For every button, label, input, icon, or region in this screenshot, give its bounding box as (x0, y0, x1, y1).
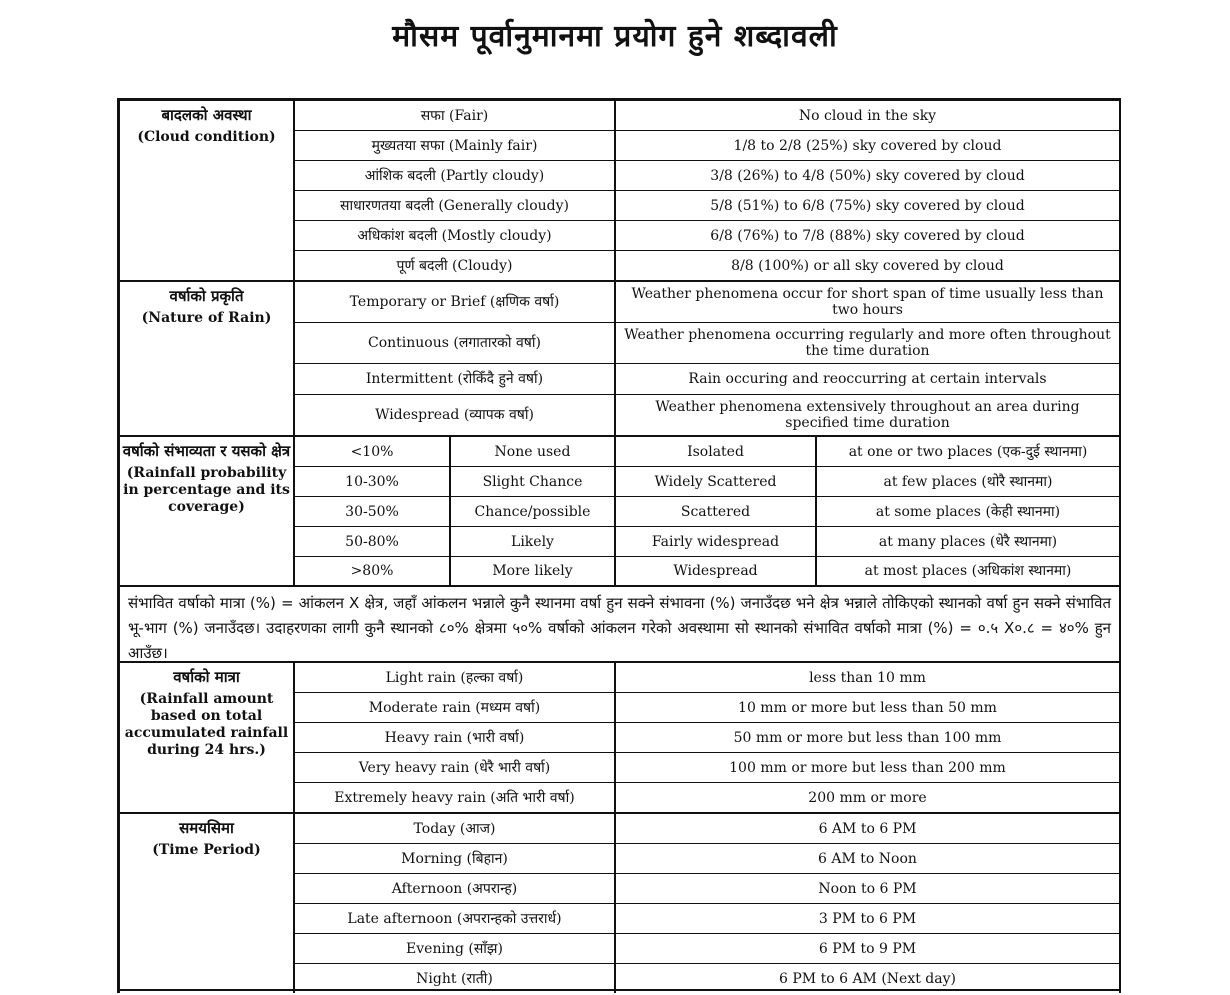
term-cell: Moderate rain (मध्यम वर्षा) (295, 693, 616, 722)
coverage-description-cell: at few places (थोरै स्थानमा) (883, 473, 1053, 490)
description-cell: less than 10 mm (809, 669, 926, 686)
description-cell: No cloud in the sky (798, 107, 937, 124)
table-row (295, 557, 1119, 585)
description-cell: 8/8 (100%) or all sky covered by cloud (731, 257, 1004, 274)
section-label-en: (Time Period) (152, 842, 261, 858)
section-label (120, 814, 295, 993)
term-cell: Morning (बिहान) (295, 844, 616, 873)
description-cell: Weather phenomena occur for short span of time usually less than two hours (631, 286, 1104, 318)
term-cell: Late afternoon (अपरान्हको उत्तरार्ध) (295, 904, 616, 933)
table-row (295, 467, 1119, 497)
coverage-description-cell: at one or two places (एक-दुई स्थानमा) (848, 443, 1088, 460)
description-cell: 6 AM to Noon (818, 850, 917, 867)
chance-cell: Chance/possible (451, 497, 616, 526)
term-cell: Today (आज) (295, 814, 616, 843)
coverage-description-cell: at some places (केही स्थानमा) (875, 503, 1061, 520)
coverage-cell: Widely Scattered (616, 467, 817, 496)
description-cell: Rain occuring and reoccurring at certain intervals (688, 371, 1047, 387)
term-cell: साधारणतया बदली (Generally cloudy) (295, 191, 616, 220)
section-label-np: वर्षाको मात्रा (173, 668, 240, 686)
page-title: मौसम पूर्वानुमानमा प्रयोग हुने शब्दावली (392, 19, 838, 54)
section-label (120, 437, 295, 585)
section-label-en: (Rainfall probability in percentage and its coverage) (123, 465, 290, 515)
coverage-cell: Fairly widespread (616, 527, 817, 556)
description-cell: 10 mm or more but less than 50 mm (738, 699, 997, 716)
term-cell: आंशिक बदली (Partly cloudy) (295, 161, 616, 190)
section-nature-of-rain (120, 282, 1121, 437)
section-label-np: समयसिमा (179, 819, 234, 837)
term-cell: पूर्ण बदली (Cloudy) (295, 251, 616, 280)
table-row (295, 191, 1119, 221)
percentage-cell: <10% (295, 437, 451, 466)
term-cell: Continuous (लगातारको वर्षा) (295, 323, 616, 363)
section-label (120, 101, 295, 280)
section-label (120, 663, 295, 812)
percentage-cell: 10-30% (295, 467, 451, 496)
table-row (295, 364, 1119, 395)
coverage-cell: Scattered (616, 497, 817, 526)
section-rainfall-amount (120, 663, 1121, 814)
description-cell: 3 PM to 6 PM (818, 910, 917, 927)
term-cell: अधिकांश बदली (Mostly cloudy) (295, 221, 616, 250)
description-cell: 50 mm or more but less than 100 mm (733, 729, 1002, 746)
chance-cell: None used (451, 437, 616, 466)
term-cell: Heavy rain (भारी वर्षा) (295, 723, 616, 752)
section-label (120, 282, 295, 435)
chance-cell: Slight Chance (451, 467, 616, 496)
table-row (295, 723, 1119, 753)
section-label-np: वर्षाको प्रकृति (169, 287, 244, 305)
description-cell: 3/8 (26%) to 4/8 (50%) sky covered by cloud (710, 167, 1025, 184)
term-cell: Night (राती) (295, 964, 616, 993)
section-label-np: वर्षाको संभाव्यता र यसको क्षेत्र (122, 442, 291, 460)
term-cell: Temporary or Brief (क्षणिक वर्षा) (295, 282, 616, 322)
section-cloud-condition (120, 101, 1121, 282)
section-time-period (120, 814, 1121, 993)
description-cell: Weather phenomena extensively throughout an area during specified time duration (655, 399, 1080, 431)
term-cell: Extremely heavy rain (अति भारी वर्षा) (295, 783, 616, 812)
table-row (295, 101, 1119, 131)
table-row (295, 131, 1119, 161)
term-cell: Afternoon (अपरान्ह) (295, 874, 616, 903)
section-label-en: (Rainfall amount based on total accumulated rainfall during 24 hrs.) (124, 691, 289, 758)
table-row (295, 221, 1119, 251)
description-cell: 1/8 to 2/8 (25%) sky covered by cloud (733, 137, 1002, 154)
coverage-cell: Isolated (616, 437, 817, 466)
coverage-cell: Widespread (616, 557, 817, 585)
table-row (295, 527, 1119, 557)
coverage-description-cell: at most places (अधिकांश स्थानमा) (864, 563, 1072, 579)
table-row (295, 497, 1119, 527)
section-rainfall-probability (120, 437, 1121, 587)
section-label-np: बादलको अवस्था (161, 106, 252, 124)
table-row (295, 663, 1119, 693)
description-cell: 6 AM to 6 PM (818, 820, 917, 837)
term-cell: मुख्यतया सफा (Mainly fair) (295, 131, 616, 160)
table-row (295, 753, 1119, 783)
table-row (295, 437, 1119, 467)
term-cell: Widespread (व्यापक वर्षा) (295, 395, 616, 435)
percentage-cell: >80% (295, 557, 451, 585)
table-row (295, 395, 1119, 435)
bottom-divider (117, 989, 1121, 991)
description-cell: 6 PM to 6 AM (Next day) (779, 970, 956, 987)
term-cell: सफा (Fair) (295, 101, 616, 130)
percentage-cell: 50-80% (295, 527, 451, 556)
chance-cell: Likely (451, 527, 616, 556)
table-row (295, 844, 1119, 874)
description-cell: 100 mm or more but less than 200 mm (729, 759, 1006, 776)
description-cell: Noon to 6 PM (818, 880, 917, 897)
description-cell: 5/8 (51%) to 6/8 (75%) sky covered by cloud (710, 197, 1025, 214)
probability-note: संभावित वर्षाको मात्रा (%) = आंकलन X क्षेत्र, जहाँ आंकलन भन्नाले कुनै स्थानमा वर्षा हुन सक्ने संभावना (%) जनाउँदछ भने क्षेत्र भन्नाले तोकिएको स्थानको वर्षा हुन सक्ने संभावित भू-भाग (%) जनाउँदछ। उदाहरणका लागी कुनै स्थानको ८०% क्षेत्रमा ५०% वर्षाको आंकलन गरेको अवस्थामा सो स्थानको संभावित वर्षाको मात्रा (%) = ०.५ X०.८ = ४०% हुन आउँछ। (120, 587, 1121, 663)
description-cell: 6 PM to 9 PM (818, 940, 917, 957)
section-label-en: (Cloud condition) (137, 129, 276, 145)
description-cell: 6/8 (76%) to 7/8 (88%) sky covered by cloud (710, 227, 1025, 244)
table-row (295, 783, 1119, 812)
description-cell: Weather phenomena occurring regularly and more often throughout the time duration (624, 327, 1111, 359)
table-row (295, 904, 1119, 934)
table-row (295, 874, 1119, 904)
term-cell: Very heavy rain (धेरै भारी वर्षा) (295, 753, 616, 782)
terminology-table (117, 98, 1121, 993)
percentage-cell: 30-50% (295, 497, 451, 526)
coverage-description-cell: at many places (धेरै स्थानमा) (878, 533, 1058, 550)
term-cell: Evening (साँझ) (295, 934, 616, 963)
table-row (295, 693, 1119, 723)
description-cell: 200 mm or more (808, 789, 927, 806)
table-row (295, 323, 1119, 364)
table-row (295, 282, 1119, 323)
table-row (295, 161, 1119, 191)
term-cell: Intermittent (रोकिँदै हुने वर्षा) (295, 364, 616, 394)
term-cell: Light rain (हल्का वर्षा) (295, 663, 616, 692)
section-label-en: (Nature of Rain) (141, 310, 272, 326)
table-row (295, 251, 1119, 280)
chance-cell: More likely (451, 557, 616, 585)
table-row (295, 814, 1119, 844)
table-row (295, 934, 1119, 964)
